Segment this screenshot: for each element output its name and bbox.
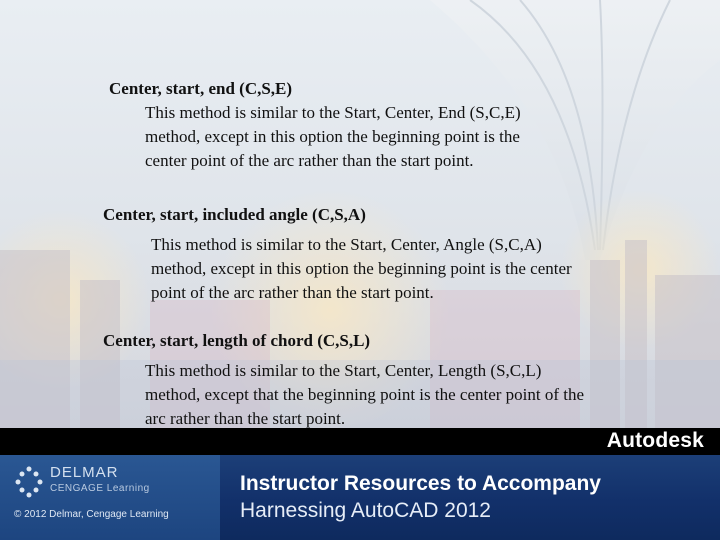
delmar-logo-icon	[14, 465, 44, 499]
heading-center-start-angle: Center, start, included angle (C,S,A)	[103, 205, 366, 224]
publisher-subname: CENGAGE Learning	[50, 483, 150, 494]
autodesk-logo: Autodesk	[606, 429, 704, 452]
copyright-text: © 2012 Delmar, Cengage Learning	[14, 509, 169, 520]
publisher-panel	[0, 455, 220, 540]
heading-center-start-length: Center, start, length of chord (C,S,L)	[103, 331, 371, 350]
footer	[0, 455, 720, 540]
publisher-name: DELMAR	[50, 464, 119, 481]
footer-subtitle: Harnessing AutoCAD 2012	[240, 499, 491, 522]
paragraph-center-start-end: This method is similar to the Start, Center, End (S,C,E) method, except in this option the beginning point is the center point of the arc rather than the start point.	[145, 103, 521, 170]
footer-title: Instructor Resources to Accompany	[240, 472, 601, 495]
brand-bar	[0, 428, 720, 455]
paragraph-center-start-length: This method is similar to the Start, Center, Length (S,C,L) method, except that the beginning point is the center point of the arc rather than the start point.	[145, 361, 585, 428]
heading-center-start-end: Center, start, end (C,S,E)	[109, 79, 293, 98]
paragraph-center-start-angle: This method is similar to the Start, Center, Angle (S,C,A) method, except in this option the beginning point is the center point of the arc rather than the start point.	[151, 235, 572, 302]
